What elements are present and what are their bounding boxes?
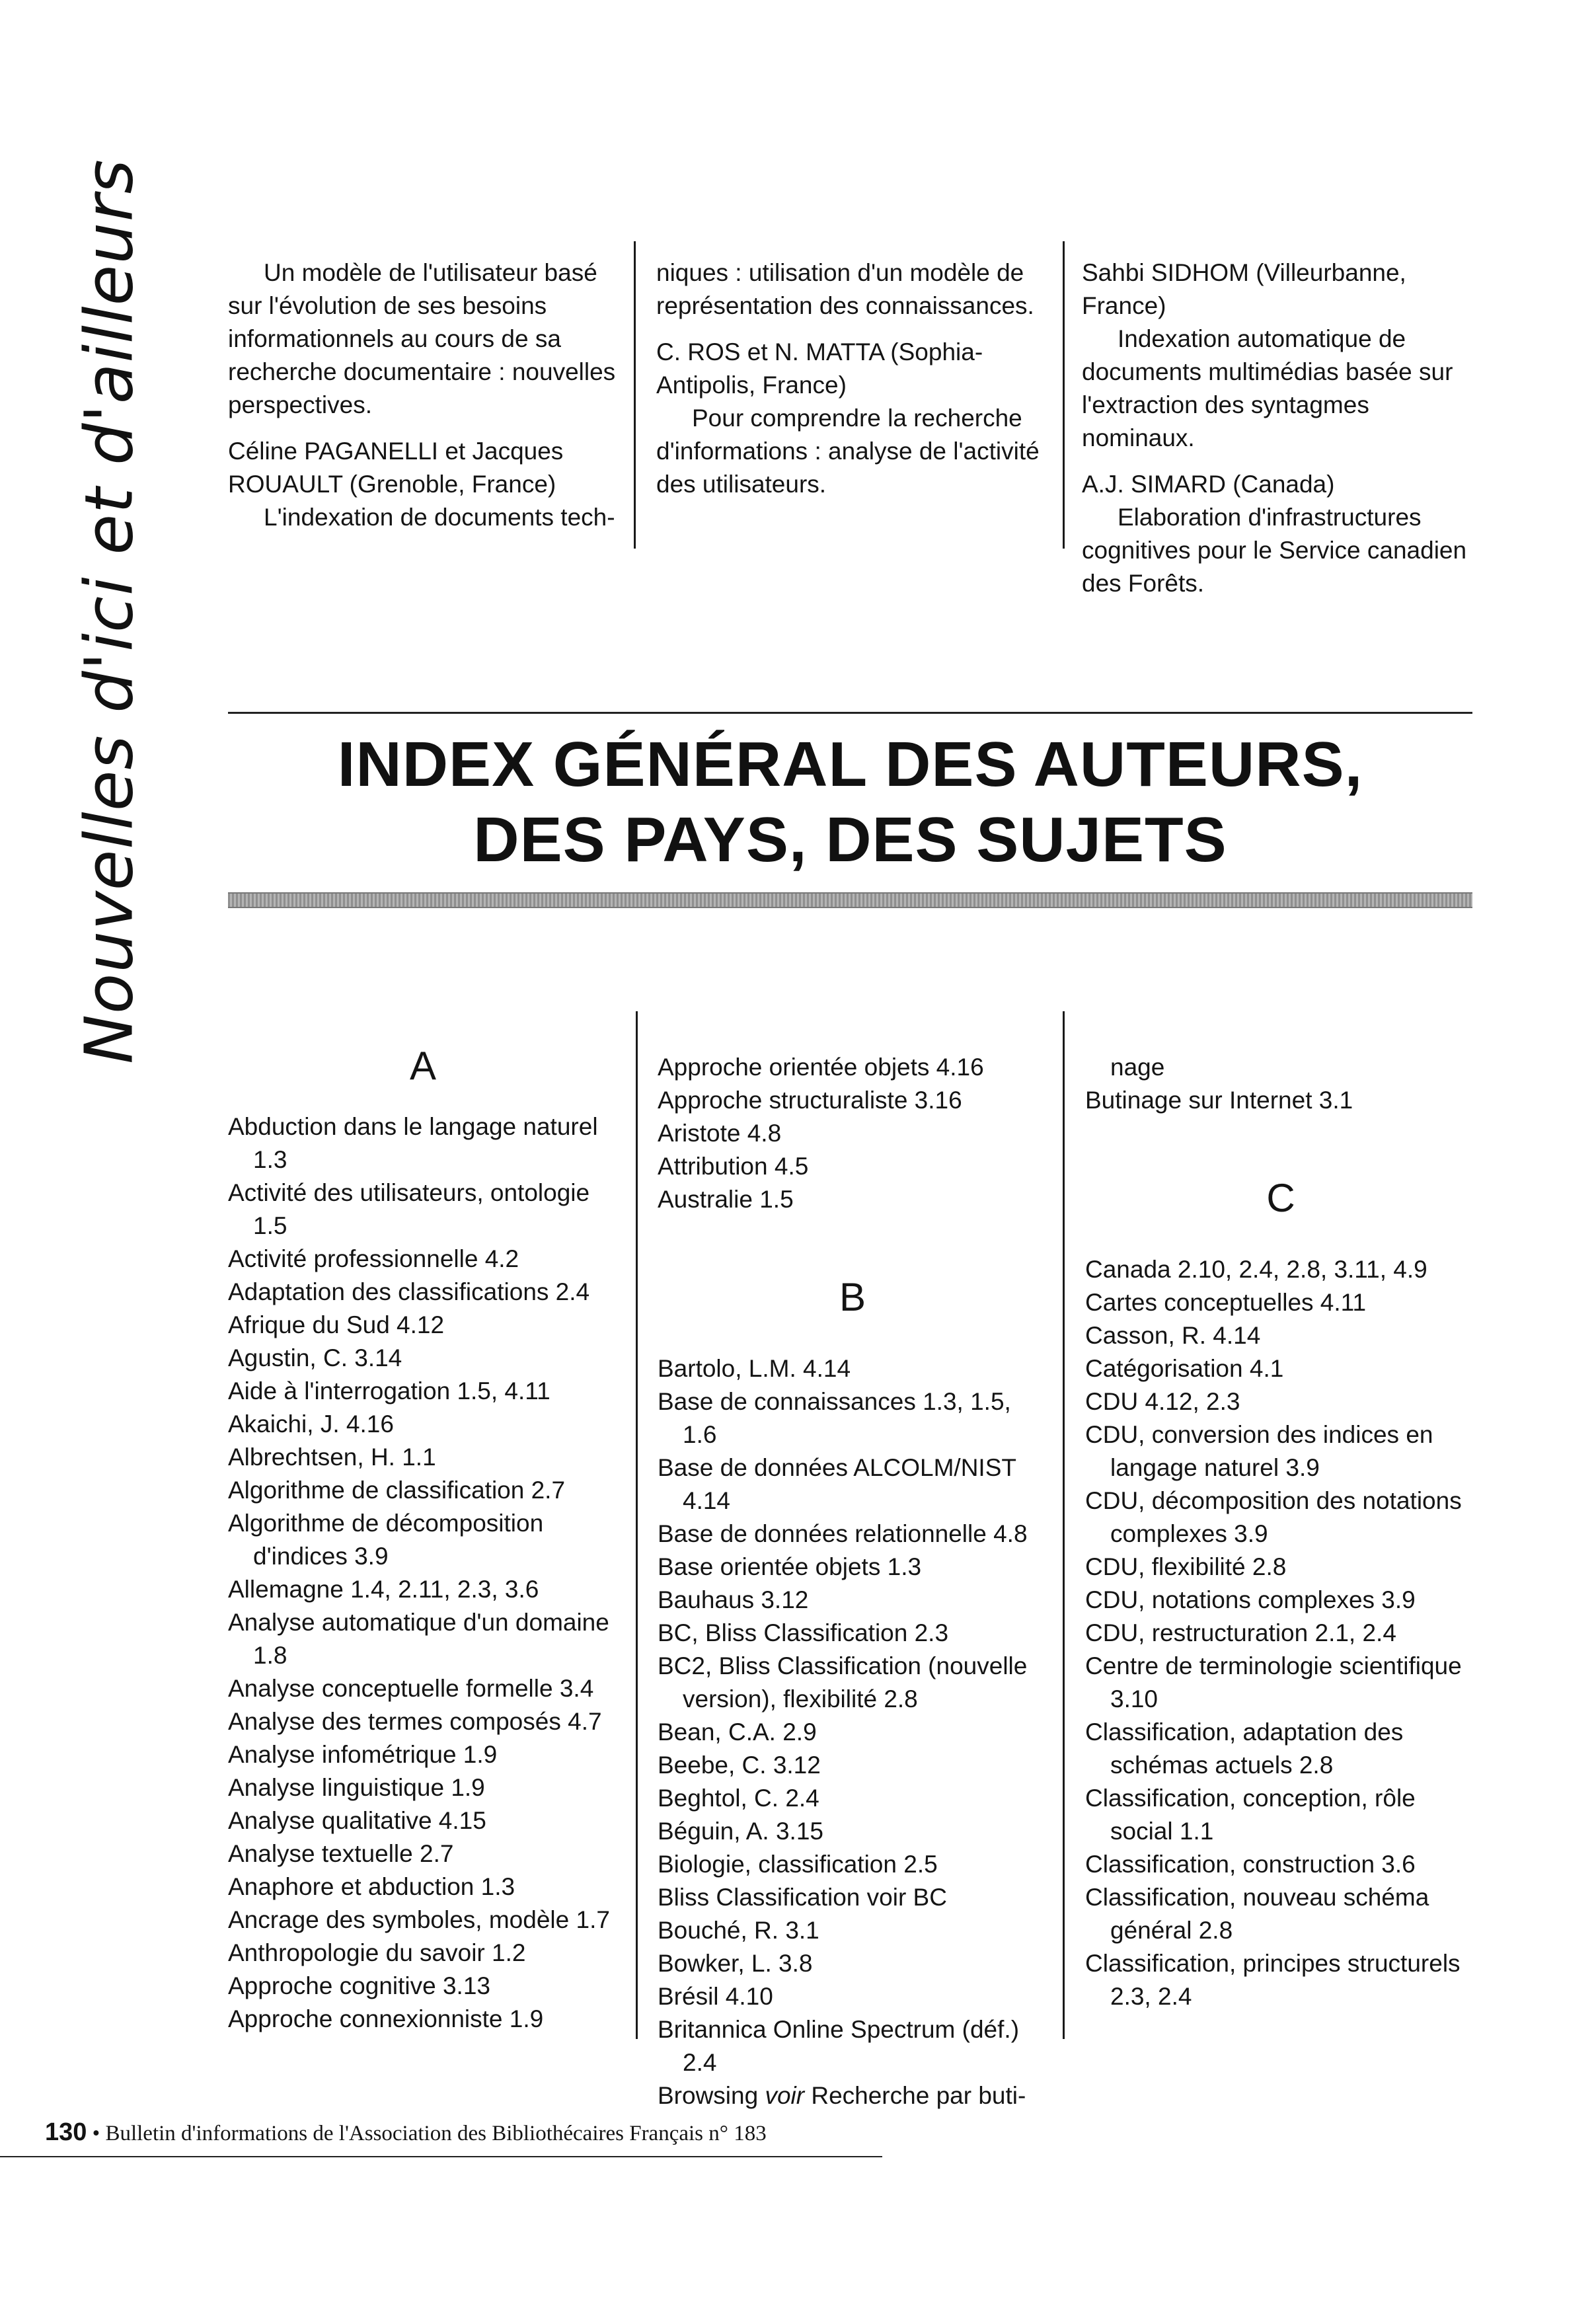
index-entry: Approche orientée objets 4.16 — [658, 1054, 984, 1081]
index-entry: Attribution 4.5 — [658, 1153, 809, 1180]
paper-title: Pour comprendre la recherche d'informations : analyse de l'activité des utilisateurs. — [656, 404, 1040, 498]
index-entry: Centre de terminologie scientifique 3.10 — [1085, 1652, 1462, 1713]
index-entry: BC2, Bliss Classification (nouvelle version), flexibilité 2.8 — [658, 1652, 1028, 1713]
index-entry: Analyse infométrique 1.9 — [228, 1741, 498, 1768]
index-entry: Albrechtsen, H. 1.1 — [228, 1444, 436, 1471]
index-entry: CDU, restructuration 2.1, 2.4 — [1085, 1619, 1396, 1646]
index-entry: Activité des utilisateurs, ontologie 1.5 — [228, 1179, 590, 1239]
index-entry: Catégorisation 4.1 — [1085, 1355, 1284, 1382]
index-entries-b1 — [658, 1352, 1047, 2079]
index-entry: Bartolo, L.M. 4.14 — [658, 1355, 851, 1382]
index-entry: Agustin, C. 3.14 — [228, 1344, 402, 1371]
index-entry: Base de données ALCOLM/NIST 4.14 — [658, 1454, 1016, 1514]
index-heading-line-1: INDEX GÉNÉRAL DES AUTEURS, — [337, 729, 1363, 800]
index-entry: CDU, conversion des indices en langage naturel 3.9 — [1085, 1421, 1433, 1481]
index-entry: Brésil 4.10 — [658, 1983, 773, 2010]
index-entry: Béguin, A. 3.15 — [658, 1818, 823, 1845]
index-entry: Afrique du Sud 4.12 — [228, 1311, 445, 1338]
section-title-text: Nouvelles d'ici et d'ailleurs — [70, 159, 148, 1064]
column-divider — [1063, 241, 1065, 549]
index-entry: Adaptation des classifications 2.4 — [228, 1278, 590, 1305]
index-entry: Base de connaissances 1.3, 1.5, 1.6 — [658, 1388, 1011, 1448]
index-entries-b2 — [1085, 1051, 1476, 1117]
index-entry: Cartes conceptuelles 4.11 — [1085, 1289, 1367, 1316]
index-entry: Analyse automatique d'un domaine 1.8 — [228, 1609, 609, 1669]
index-entry: CDU, notations complexes 3.9 — [1085, 1586, 1416, 1613]
index-entry: Aristote 4.8 — [658, 1120, 782, 1147]
top-column-3 — [1082, 256, 1475, 600]
page-footer — [45, 2118, 767, 2147]
footer-text: • Bulletin d'informations de l'Association des Bibliothécaires Français n° 183 — [87, 2122, 767, 2145]
paper-authors: Sahbi SIDHOM (Villeurbanne, France) — [1082, 259, 1406, 319]
index-entry: Activité professionnelle 4.2 — [228, 1245, 519, 1272]
index-entry: Casson, R. 4.14 — [1085, 1322, 1261, 1349]
index-column-3 — [1085, 1051, 1476, 2013]
index-entry: CDU, décomposition des notations complexes 3.9 — [1085, 1487, 1462, 1547]
index-entry: Australie 1.5 — [658, 1186, 794, 1213]
index-entry: Bouché, R. 3.1 — [658, 1917, 819, 1944]
index-entry: Beghtol, C. 2.4 — [658, 1785, 819, 1812]
index-entry: Classification, construction 3.6 — [1085, 1851, 1416, 1878]
paper-title: L'indexation de documents tech- — [264, 504, 615, 531]
heading-bottom-bar — [228, 892, 1472, 908]
index-entry: Anaphore et abduction 1.3 — [228, 1873, 515, 1900]
index-entry: Britannica Online Spectrum (déf.) 2.4 — [658, 2016, 1020, 2076]
index-entry: CDU, flexibilité 2.8 — [1085, 1553, 1287, 1580]
paper-authors: Céline PAGANELLI et Jacques ROUAULT (Grenoble, France) — [228, 438, 564, 498]
column-divider — [636, 1011, 638, 2039]
paper-title: Indexation automatique de documents multimédias basée sur l'extraction des syntagmes nominaux. — [1082, 325, 1453, 451]
index-entry: Butinage sur Internet 3.1 — [1085, 1087, 1353, 1114]
index-heading-line-2: DES PAYS, DES SUJETS — [473, 804, 1227, 875]
index-entries-c — [1085, 1253, 1476, 2013]
index-entry: Analyse linguistique 1.9 — [228, 1774, 485, 1801]
index-entry: Analyse conceptuelle formelle 3.4 — [228, 1675, 594, 1702]
index-entry: Bowker, L. 3.8 — [658, 1950, 813, 1977]
index-entry: Aide à l'interrogation 1.5, 4.11 — [228, 1377, 551, 1405]
section-letter-b: B — [839, 1275, 866, 1319]
index-entries-a1 — [228, 1110, 618, 2036]
paper-title: Elaboration d'infrastructures cognitives pour le Service canadien des Forêts. — [1082, 504, 1467, 597]
index-entry: Classification, conception, rôle social 1.1 — [1085, 1785, 1416, 1845]
heading-top-rule — [228, 712, 1472, 714]
index-column-2 — [658, 1051, 1047, 2112]
index-entry: Bean, C.A. 2.9 — [658, 1718, 817, 1746]
top-column-2 — [656, 256, 1043, 501]
index-entry: Classification, adaptation des schémas actuels 2.8 — [1085, 1718, 1404, 1779]
column-divider — [1063, 1011, 1065, 2039]
index-entry: Bliss Classification voir BC — [658, 1884, 947, 1911]
index-column-1 — [228, 1043, 618, 2036]
page-number: 130 — [45, 2118, 87, 2146]
index-entry: Base de données relationnelle 4.8 — [658, 1520, 1028, 1547]
index-entry: Base orientée objets 1.3 — [658, 1553, 922, 1580]
index-heading — [228, 727, 1472, 878]
paper-title: niques : utilisation d'un modèle de représentation des connaissances. — [656, 259, 1034, 319]
index-entry: Browsing voir Recherche par buti- — [658, 2082, 1026, 2109]
index-entry: Anthropologie du savoir 1.2 — [228, 1939, 526, 1966]
index-entry: Algorithme de décomposition d'indices 3.9 — [228, 1510, 544, 1570]
index-entries-a2 — [658, 1051, 1047, 1216]
footer-rule — [0, 2156, 882, 2157]
index-entry: Analyse qualitative 4.15 — [228, 1807, 486, 1834]
index-entry: Abduction dans le langage naturel 1.3 — [228, 1113, 598, 1173]
index-entry: Approche structuraliste 3.16 — [658, 1087, 962, 1114]
index-entry: Bauhaus 3.12 — [658, 1586, 809, 1613]
index-entry: Biologie, classification 2.5 — [658, 1851, 938, 1878]
index-entry: CDU 4.12, 2.3 — [1085, 1388, 1240, 1415]
index-entry: Approche cognitive 3.13 — [228, 1972, 490, 1999]
index-entry: Analyse textuelle 2.7 — [228, 1840, 454, 1867]
section-letter-a: A — [409, 1044, 437, 1088]
index-entry: Beebe, C. 3.12 — [658, 1752, 821, 1779]
paper-authors: A.J. SIMARD (Canada) — [1082, 471, 1335, 498]
index-entry: Algorithme de classification 2.7 — [228, 1477, 566, 1504]
top-column-1 — [228, 256, 616, 534]
index-entry: Classification, principes structurels 2.3, 2.4 — [1085, 1950, 1461, 2010]
index-entry: Canada 2.10, 2.4, 2.8, 3.11, 4.9 — [1085, 1256, 1427, 1283]
index-entry: Ancrage des symboles, modèle 1.7 — [228, 1906, 610, 1933]
index-entry: BC, Bliss Classification 2.3 — [658, 1619, 949, 1646]
paper-authors: C. ROS et N. MATTA (Sophia-Antipolis, France) — [656, 338, 983, 399]
index-entry: Approche connexionniste 1.9 — [228, 2005, 544, 2032]
column-divider — [634, 241, 636, 549]
index-entry: Akaichi, J. 4.16 — [228, 1410, 394, 1438]
section-letter-c: C — [1266, 1176, 1295, 1220]
index-entry-continuation: nage — [1110, 1054, 1165, 1081]
index-entry: Allemagne 1.4, 2.11, 2.3, 3.6 — [228, 1576, 539, 1603]
index-entry: Analyse des termes composés 4.7 — [228, 1708, 602, 1735]
paper-title: Un modèle de l'utilisateur basé sur l'évolution de ses besoins informationnels au cours de sa recherche documentaire : nouvelles perspectives. — [228, 259, 616, 418]
index-entry: Classification, nouveau schéma général 2.8 — [1085, 1884, 1429, 1944]
section-title-vertical — [70, 159, 148, 1064]
